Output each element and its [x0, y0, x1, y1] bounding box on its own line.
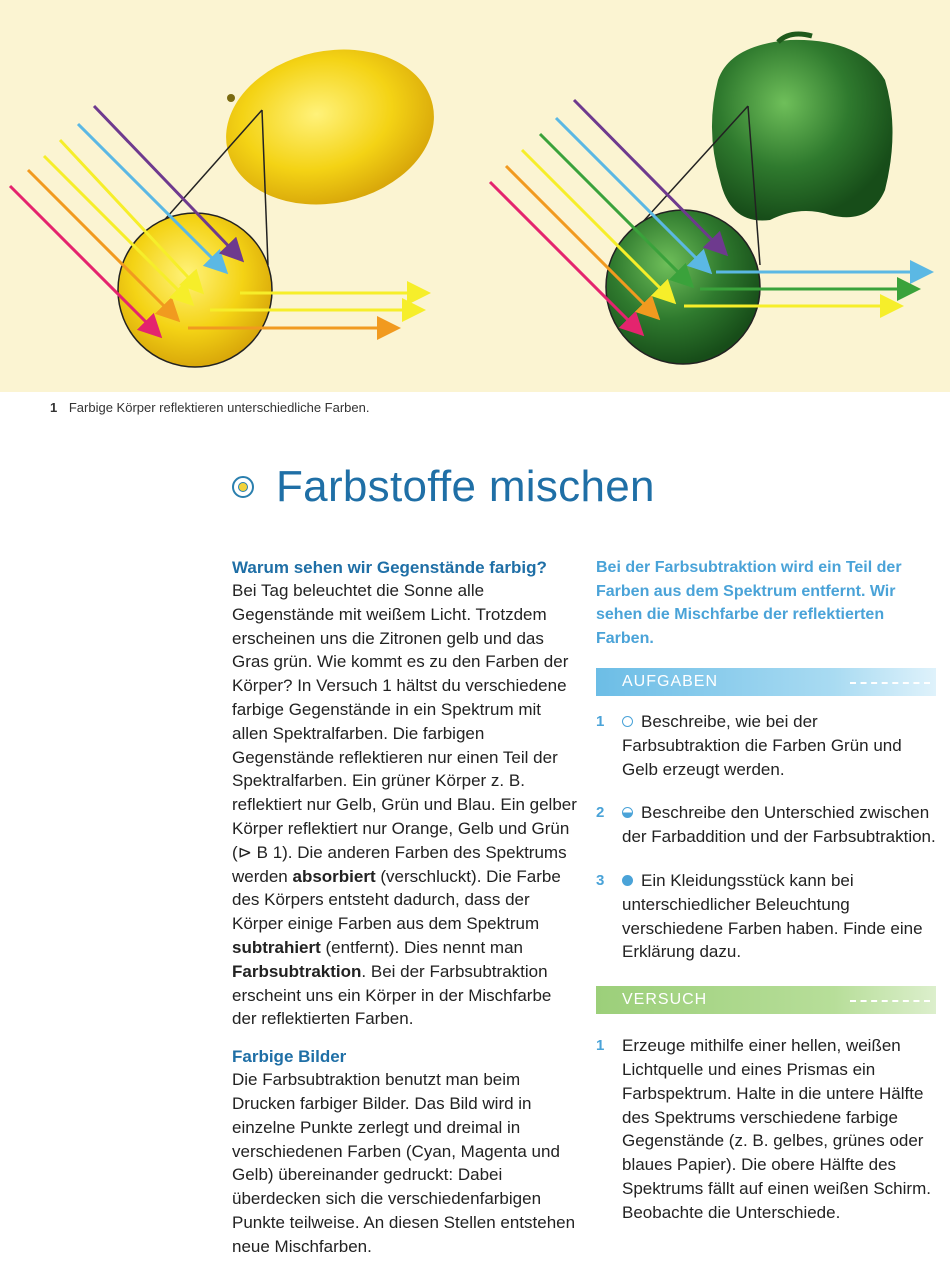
pepper-image [712, 34, 893, 221]
bold-term-absorbiert: absorbiert [292, 866, 376, 886]
figure-reflection [0, 0, 950, 392]
right-column [596, 556, 936, 1225]
page-title-row [232, 462, 655, 512]
task-text-wrap [622, 801, 936, 849]
text-run: Bei Tag beleuchtet die Sonne alle Gegenstände mit weißem Licht. Trotzdem erscheinen uns die Zitronen gelb und das Gras grün. Wie kommt es zu den Farben der Körper? In Versuch 1 hältst du verschiedene farbige Gegenstände in ein Spektrum mit allen Spektralfarben. Die farbigen Gegenstände reflektieren nur einen Teil der Spektralfarben. Ein grüner Körper z. B. reflektiert nur Gelb, Grün und Blau. Ein gelber Körper reflektiert nur Orange, Gelb und Grün (⊳ B 1). Die anderen Farben des Spektrums werden [232, 581, 577, 886]
section-heading-why-colors: Warum sehen wir Gegenstände farbig? [232, 558, 547, 577]
task-text: Beschreibe, wie bei der Farbsubtraktion die Farben Grün und Gelb erzeugt werden. [622, 712, 902, 779]
target-circle-icon [232, 476, 254, 498]
task-number: 2 [596, 804, 605, 822]
banner-dash-line [850, 682, 930, 684]
experiment-item [596, 1034, 936, 1224]
figure-caption [50, 400, 369, 415]
full-circle-icon [622, 875, 633, 886]
aufgaben-banner [596, 668, 936, 696]
paragraph-colored-images: Die Farbsubtraktion benutzt man beim Drucken farbiger Bilder. Das Bild wird in einzelne Punkte zerlegt und dreimal in verschiedenen Farben (Cyan, Magenta und Gelb) übereinander gedruckt: Dabei überdecken sich die verschiedenfarbigen Punkte teilweise. An diesen Stellen entstehen neue Mischfarben. [232, 1070, 576, 1256]
experiment-text: Erzeuge mithilfe einer hellen, weißen Lichtquelle und eines Prismas ein Farbspektrum. Halte in die untere Hälfte des Spektrums verschiedene farbige Gegenstände (z. B. gelbes, grünes oder blaues Papier). Die obere Hälfte des Spektrums fällt auf einen weißen Schirm. Beobachte die Unterschiede. [622, 1036, 931, 1222]
banner-dash-line [850, 1000, 930, 1002]
left-column [232, 556, 577, 1259]
caption-number: 1 [50, 400, 58, 415]
half-circle-icon [622, 807, 633, 818]
bold-term-subtrahiert: subtrahiert [232, 937, 321, 957]
empty-circle-icon [622, 716, 633, 727]
task-text-wrap [622, 869, 936, 964]
section-heading-colored-images: Farbige Bilder [232, 1047, 347, 1067]
summary-box: Bei der Farbsubtraktion wird ein Teil der Farben aus dem Spektrum entfernt. Wir sehen die Mischfarbe der reflektierten Farben. [596, 559, 902, 647]
task-text: Beschreibe den Unterschied zwischen der Farbaddition und der Farbsubtraktion. [622, 803, 936, 847]
bold-term-farbsubtraktion: Farbsubtraktion [232, 961, 362, 981]
text-run: (verschluckt). Die Farbe des Körpers entsteht dadurch, dass der Körper einige Farben aus dem Spektrum [232, 866, 561, 934]
task-item [596, 869, 936, 964]
versuch-label: VERSUCH [622, 991, 708, 1009]
task-text: Ein Kleidungsstück kann bei unterschiedlicher Beleuchtung verschiedene Farben haben. Finde eine Erklärung dazu. [622, 870, 923, 962]
task-number: 1 [596, 713, 605, 730]
task-text-wrap [622, 710, 936, 781]
text-run: (entfernt). Dies nennt man [320, 937, 524, 957]
reflection-illustration [0, 0, 950, 392]
task-item [596, 801, 936, 849]
paragraph-why-colors [232, 579, 577, 1031]
aufgaben-label: AUFGABEN [622, 673, 719, 691]
task-number: 3 [596, 871, 605, 889]
versuch-banner [596, 986, 936, 1014]
experiment-number: 1 [596, 1037, 605, 1055]
task-item [596, 710, 936, 781]
page-title: Farbstoffe mischen [276, 462, 655, 511]
text-run: . Bei der Farbsubtraktion erscheint uns ein Körper in der Mischfarbe der reflektierten Farben. [232, 961, 552, 1029]
caption-text: Farbige Körper reflektieren unterschiedliche Farben. [68, 400, 370, 415]
